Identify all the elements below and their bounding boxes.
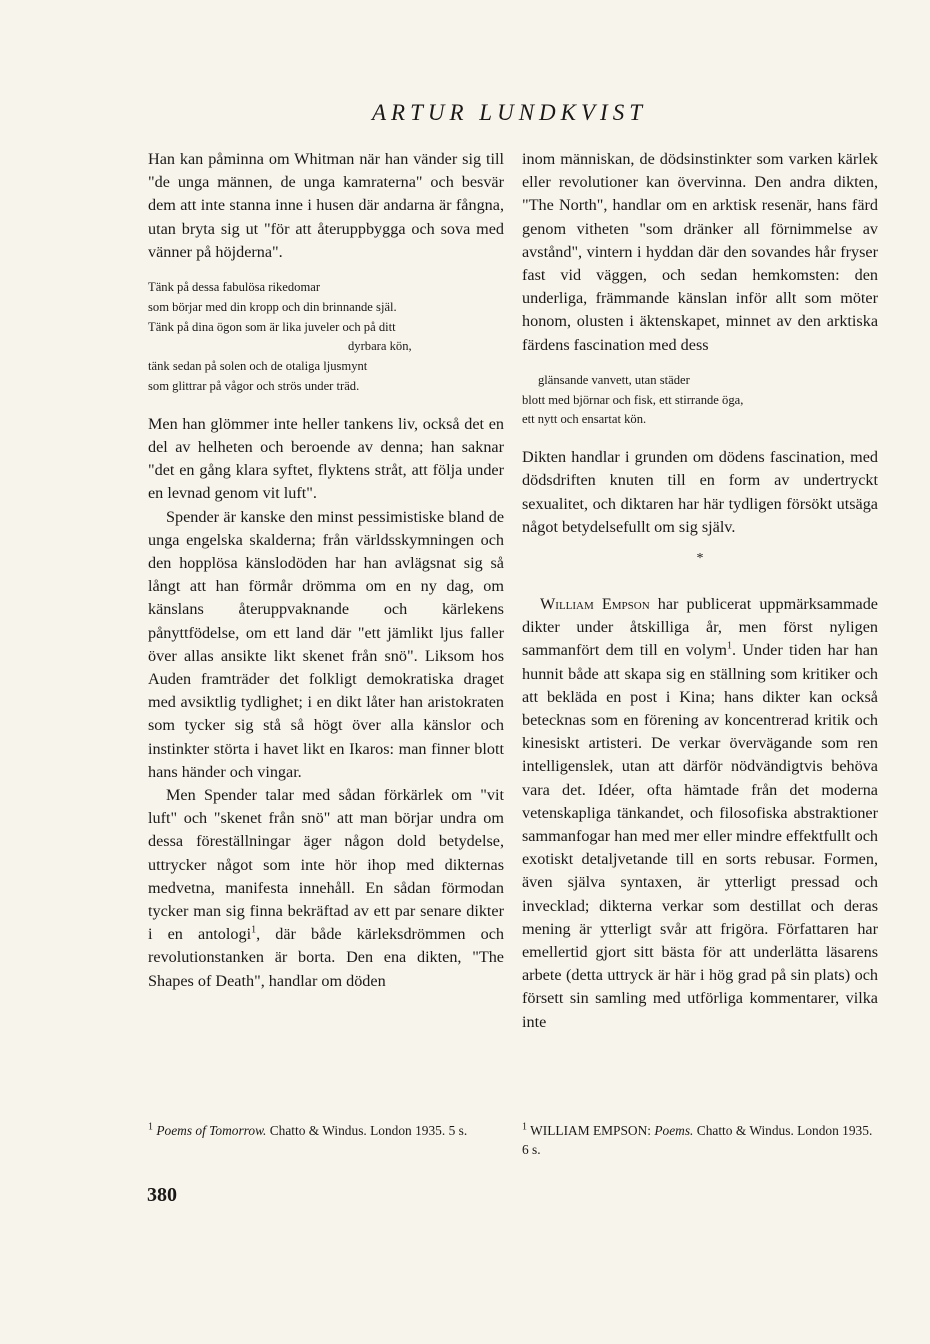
verse-line: glänsande vanvett, utan städer (538, 372, 690, 387)
verse-line: som börjar med din kropp och din brinnande själ. (148, 299, 397, 314)
author-name: William Empson (540, 595, 650, 614)
footnote-number: 1 (148, 1121, 153, 1133)
verse-line: Tänk på dessa fabulösa rikedomar (148, 280, 321, 295)
right-column (522, 148, 878, 1034)
footnote (148, 1122, 504, 1141)
footnote-ref: 1 (726, 641, 732, 653)
verse-line: ett nytt och ensartat kön. (522, 412, 647, 427)
footnote (522, 1122, 878, 1159)
paragraph: Dikten handlar i grunden om dödens fascination, med dödsdriften knuten till en form av undertryckt sexualitet, och diktaren har här tydligen försökt utsäga något betydelsefullt om sig själv. (522, 448, 878, 536)
left-column (148, 148, 504, 993)
paragraph: Han kan påminna om Whitman när han vänder sig till "de unga männen, de unga kamraterna" och besvär dem att inte stanna inne i husen där andarna är fångna, utan bryta sig ut "för att återuppbygga och sova med vänner på höjderna". (148, 150, 504, 261)
footnote-title: Poems. (654, 1123, 694, 1138)
footnote-ref: 1 (251, 924, 257, 936)
paragraph: Men han glömmer inte heller tankens liv, också det en del av helheten och beroende av denna; han saknar "det en gång klara syftet, flyktens stråt, att följa under en levnad genom vit luft". (148, 414, 504, 503)
paragraph: inom människan, de dödsinstinkter som varken kärlek eller revolutioner kan övervinna. Den andra dikten, "The North", handlar om en arktisk resenär, hans färd genom vitheten "som dränker all förnimmelse av avstånd", vintern i hyddan där den sovandes hår fryser fast vid väggen, och sedan hemkomsten: den underliga, främmande känslan inför allt som möter honom, olusten i äktenskapet, minnet av den arktiska färdens fascination med dess (522, 150, 878, 354)
paragraph-text: , där både kärleksdrömmen och revolutionstanken är borta. Den ena dikten, "The Shapes of Death", handlar om döden (148, 925, 504, 990)
paragraph-text: . Under tiden har han hunnit både att skapa sig en ställning som kritiker och att bekläda en post i Kina; hans dikter kan också betecknas som en förening av koncentrerad kritik och kinesiskt artisteri. De verkar övervägande som ren intelligenslek, utan att därför nödvändigtvis behöva vara det. Idéer, ofta hämtade från det moderna vetenskapliga tänkandet, och filosofiska abstraktioner sammanfogar han med mer eller mindre effektfullt och exotiskt detaljvetande till en sorts rebusar. Formen, även själva syntaxen, är ytterligt pressad och invecklad; dikterna verkar som destillat och deras mening är ytterligt svår att frigöra. Författaren har emellertid gjort sitt bästa för att underlätta läsarens arbete (detta uttryck är här i hög grad på sin plats) och försett sin samling med utförliga kommentarer, vilka inte (522, 641, 878, 1031)
footnote-author: WILLIAM EMPSON: (530, 1123, 651, 1138)
verse-quote (148, 278, 504, 397)
verse-line: tänk sedan på solen och de otaliga ljusmynt (148, 359, 368, 374)
paragraph-text: har publicerat uppmärksammade dikter under åtskilliga år, men först nyligen sammanfört dem till en volym (522, 595, 878, 660)
section-separator: * (696, 551, 704, 567)
footnote-text: Chatto & Windus. London 1935. 5 s. (266, 1123, 468, 1138)
verse-line: dyrbara kön, (348, 339, 412, 354)
footnote-number: 1 (522, 1121, 527, 1133)
verse-line: som glittrar på vågor och strös under träd. (148, 379, 360, 393)
verse-line: Tänk på dina ögon som är lika juveler och på ditt (148, 319, 396, 334)
footnote-title: Poems of Tomorrow. (156, 1123, 267, 1138)
running-header: ARTUR LUNDKVIST (372, 100, 647, 125)
page-number: 380 (147, 1184, 177, 1206)
verse-quote (522, 371, 878, 430)
paragraph-text: Men Spender talar med sådan förkärlek om "vit luft" och "skenet från snö" att man börjar undra om dessa föreställningar äger någon dold betydelse, uttrycker något som inte hör ihop med dikternas medvetna, manifesta innehåll. En sådan förmodan tycker man sig finna bekräftad av ett par senare dikter i en antologi (148, 786, 504, 944)
footnote-text: Chatto & Windus. London 1935. 6 s. (522, 1123, 873, 1157)
verse-line: blott med björnar och fisk, ett stirrande öga, (522, 392, 744, 407)
paragraph: Spender är kanske den minst pessimistiske bland de unga engelska skalderna; från världsskymningen och den hopplösa känslodöden har han avlägsnat sig så långt att han förmår drömma om en ny dag, om känslans återuppvaknande och kärlekens pånyttfödelse, om ett land där "ett jämlikt ljus faller över allas ansikte likt skenet från snö". Liksom hos Auden framträder det folkligt demokratiska draget med avsiktlig tydlighet; i en dikt låter han aristokraten som tycker sig stå så högt över alla känslor och instinkter störta i havet likt en Ikaros: man finner blott hans händer och vingar. (148, 507, 504, 781)
paragraph (522, 593, 878, 1034)
paragraph (148, 784, 504, 993)
